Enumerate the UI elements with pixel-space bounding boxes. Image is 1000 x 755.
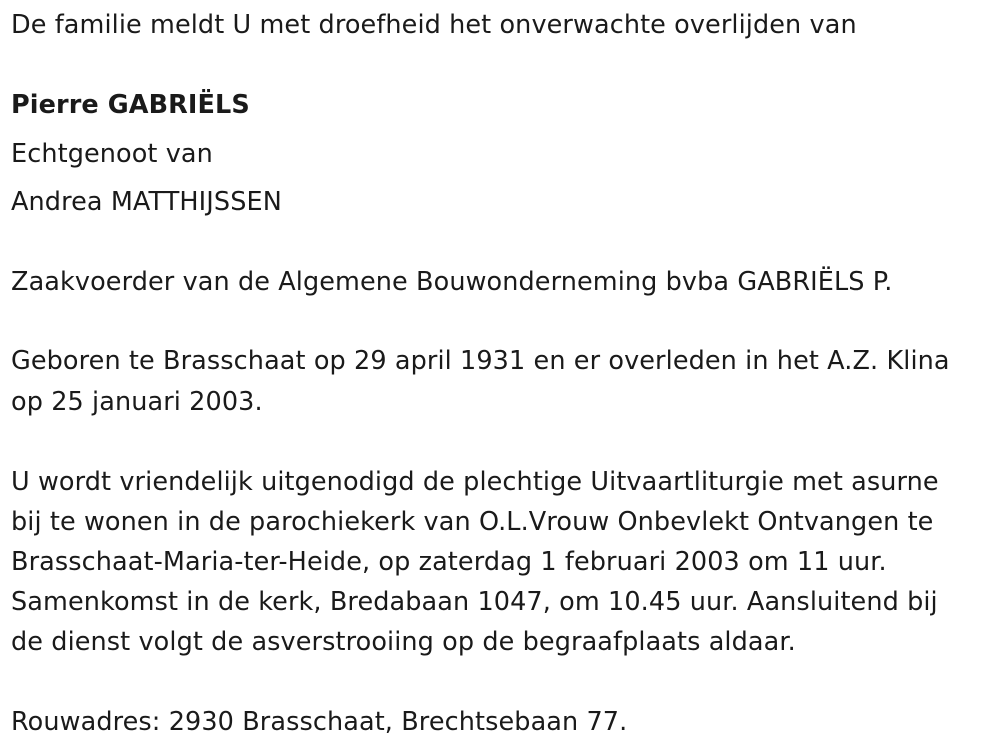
mourning-address: Rouwadres: 2930 Brasschaat, Brechtsebaan 77. — [11, 707, 628, 737]
occupation-text: Zaakvoerder van de Algemene Bouwonderneming bvba GABRIËLS P. — [11, 267, 893, 297]
birth-death-line-1: Geboren te Brasschaat op 29 april 1931 en er overleden in het A.Z. Klina — [11, 346, 950, 376]
invitation-line-4: Samenkomst in de kerk, Bredabaan 1047, om 10.45 uur. Aansluitend bij — [11, 587, 938, 617]
intro-text: De familie meldt U met droefheid het onverwachte overlijden van — [11, 10, 857, 40]
invitation-line-3: Brasschaat-Maria-ter-Heide, op zaterdag 1 februari 2003 om 11 uur. — [11, 547, 887, 577]
invitation-line-2: bij te wonen in de parochiekerk van O.L.Vrouw Onbevlekt Ontvangen te — [11, 507, 934, 537]
invitation-line-1: U wordt vriendelijk uitgenodigd de plechtige Uitvaartliturgie met asurne — [11, 467, 939, 497]
invitation-line-5: de dienst volgt de asverstrooiing op de begraafplaats aldaar. — [11, 627, 796, 657]
deceased-name: Pierre GABRIËLS — [11, 90, 250, 120]
spouse-label: Echtgenoot van — [11, 139, 213, 169]
spouse-name: Andrea MATTHIJSSEN — [11, 187, 282, 217]
birth-death-line-2: op 25 januari 2003. — [11, 387, 263, 417]
